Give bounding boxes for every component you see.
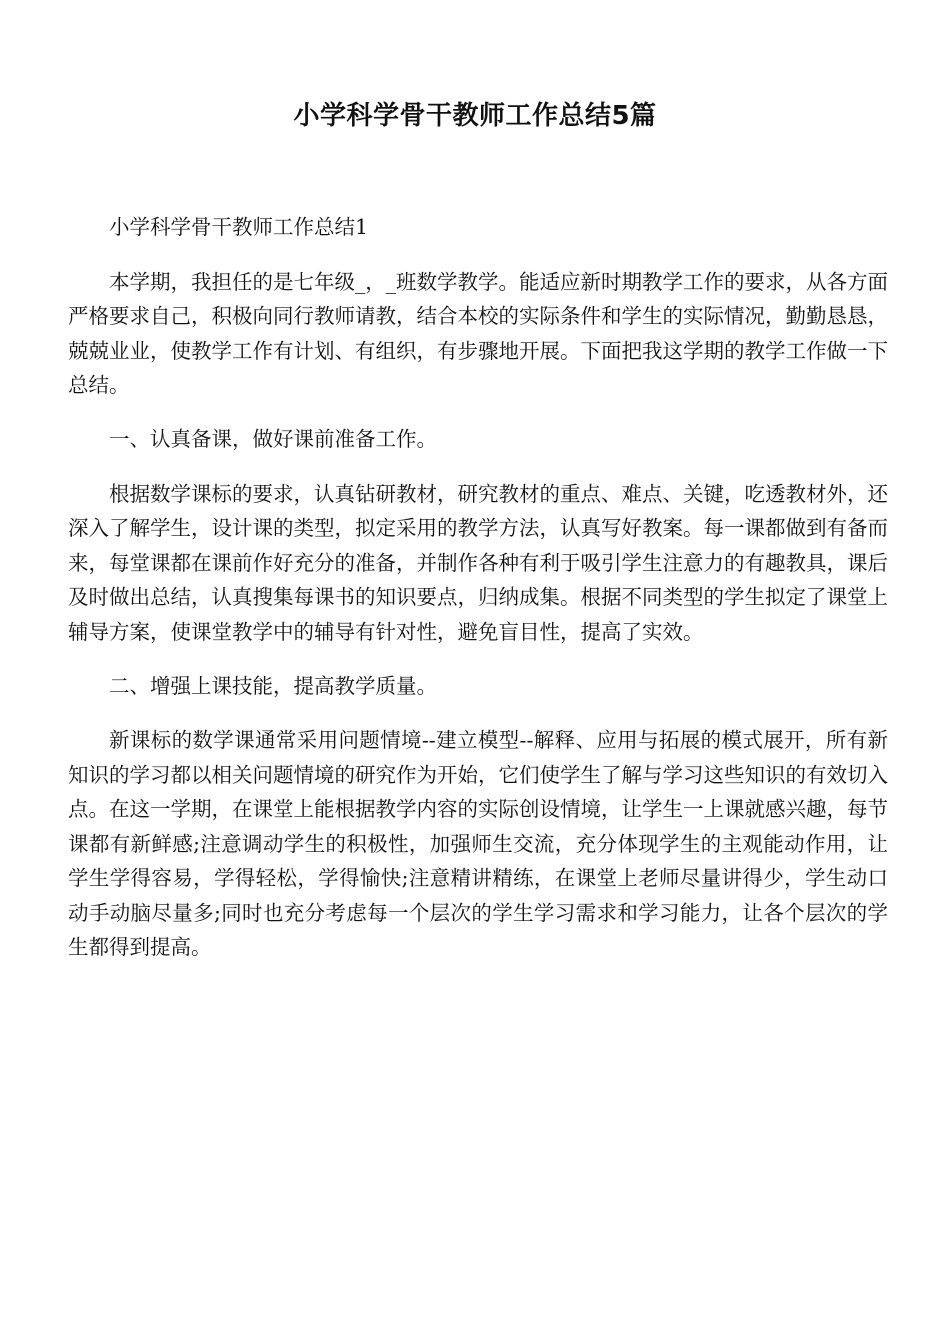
paragraph-teaching: 新课标的数学课通常采用问题情境--建立模型--解释、应用与拓展的模式展开，所有新知识的学习都以相关问题情境的研究作为开始，它们使学生了解与学习这些知识的有效切入点。在这一学期，在课堂上能根据教学内容的实际创设情境，让学生一上课就感兴趣，每节课都有新鲜感;注意调动学生的积极性，加强师生交流，充分体现学生的主观能动作用，让学生学得容易，学得轻松，学得愉快;注意精讲精练，在课堂上老师尽量讲得少，学生动口动手动脑尽量多;同时也充分考虑每一个层次的学生学习需求和学习能力，让各个层次的学生都得到提高。 xyxy=(68,728,888,959)
paragraph-intro: 本学期，我担任的是七年级_，_班数学教学。能适应新时期教学工作的要求，从各方面严格要求自己，积极向同行教师请教，结合本校的实际条件和学生的实际情况，勤勤恳恳，兢兢业业，使教学工作有计划、有组织，有步骤地开展。下面把我这学期的教学工作做一下总结。 xyxy=(68,269,888,397)
section-heading-2: 二、增强上课技能，提高教学质量。 xyxy=(109,673,437,698)
paragraph-preparation: 根据数学课标的要求，认真钻研教材，研究教材的重点、难点、关键，吃透教材外，还深入了解学生，设计课的类型，拟定采用的教学方法，认真写好教案。每一课都做到有备而来，每堂课都在课前作好充分的准备，并制作各种有利于吸引学生注意力的有趣教具，课后及时做出总结，认真搜集每课书的知识要点，归纳成集。根据不同类型的学生拟定了课堂上辅导方案，使课堂教学中的辅导有针对性，避免盲目性，提高了实效。 xyxy=(68,481,888,644)
document-title: 小学科学骨干教师工作总结5篇 xyxy=(293,101,657,131)
section-heading: 小学科学骨干教师工作总结1 xyxy=(109,215,369,239)
document-body xyxy=(68,210,888,984)
section-heading-1: 一、认真备课，做好课前准备工作。 xyxy=(109,427,437,451)
